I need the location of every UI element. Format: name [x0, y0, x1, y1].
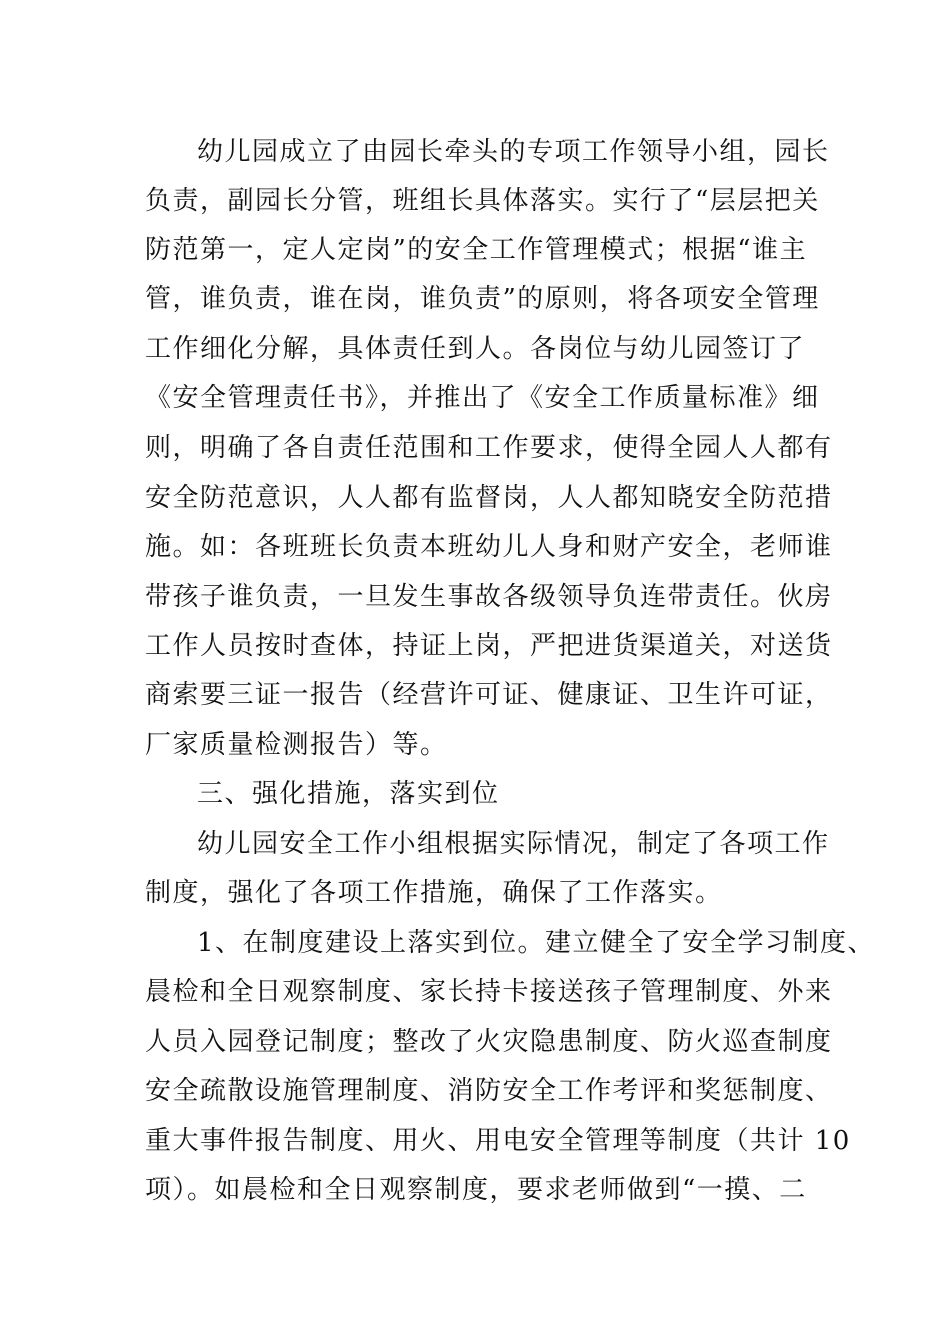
text-line: 带孩子谁负责，一旦发生事故各级领导负连带责任。伙房	[145, 582, 833, 612]
text-line: 安全疏散设施管理制度、消防安全工作考评和奖惩制度、	[145, 1076, 833, 1106]
text-line: 防范第一，定人定岗”的安全工作管理模式；根据“谁主	[145, 235, 808, 265]
text-line: 负责，副园长分管，班组长具体落实。实行了“层层把关	[145, 186, 820, 216]
text-line: 厂家质量检测报告）等。	[145, 730, 448, 760]
text-line: 工作细化分解，具体责任到人。各岗位与幼儿园签订了	[145, 334, 806, 364]
text-line: 幼儿园安全工作小组根据实际情况，制定了各项工作	[197, 829, 830, 859]
text-line: 施。如：各班班长负责本班幼儿人身和财产安全，老师谁	[145, 532, 833, 562]
text-line: 工作人员按时查体，持证上岗，严把进货渠道关，对送货	[145, 631, 833, 661]
text-line: 晨检和全日观察制度、家长持卡接送孩子管理制度、外来	[145, 977, 833, 1007]
text-line: 管，谁负责，谁在岗，谁负责”的原则，将各项安全管理	[145, 284, 820, 314]
text-line: 商索要三证一报告（经营许可证、健康证、卫生许可证，	[145, 680, 833, 710]
text-line: 项）。如晨检和全日观察制度，要求老师做到“一摸、二	[145, 1175, 807, 1205]
text-line: 1、在制度建设上落实到位。建立健全了安全学习制度、	[197, 928, 876, 958]
text-line: 幼儿园成立了由园长牵头的专项工作领导小组，园长	[197, 137, 830, 167]
text-line: 重大事件报告制度、用火、用电安全管理等制度（共计 10	[145, 1126, 851, 1156]
section-heading: 三、强化措施，落实到位	[197, 779, 500, 809]
text-line: 制度，强化了各项工作措施，确保了工作落实。	[145, 878, 723, 908]
text-line: 安全防范意识，人人都有监督岗，人人都知晓安全防范措	[145, 483, 833, 513]
text-line: 则，明确了各自责任范围和工作要求，使得全园人人都有	[145, 433, 833, 463]
text-line: 人员入园登记制度；整改了火灾隐患制度、防火巡查制度	[145, 1027, 833, 1057]
text-line: 《安全管理责任书》，并推出了《安全工作质量标准》细	[145, 383, 820, 413]
